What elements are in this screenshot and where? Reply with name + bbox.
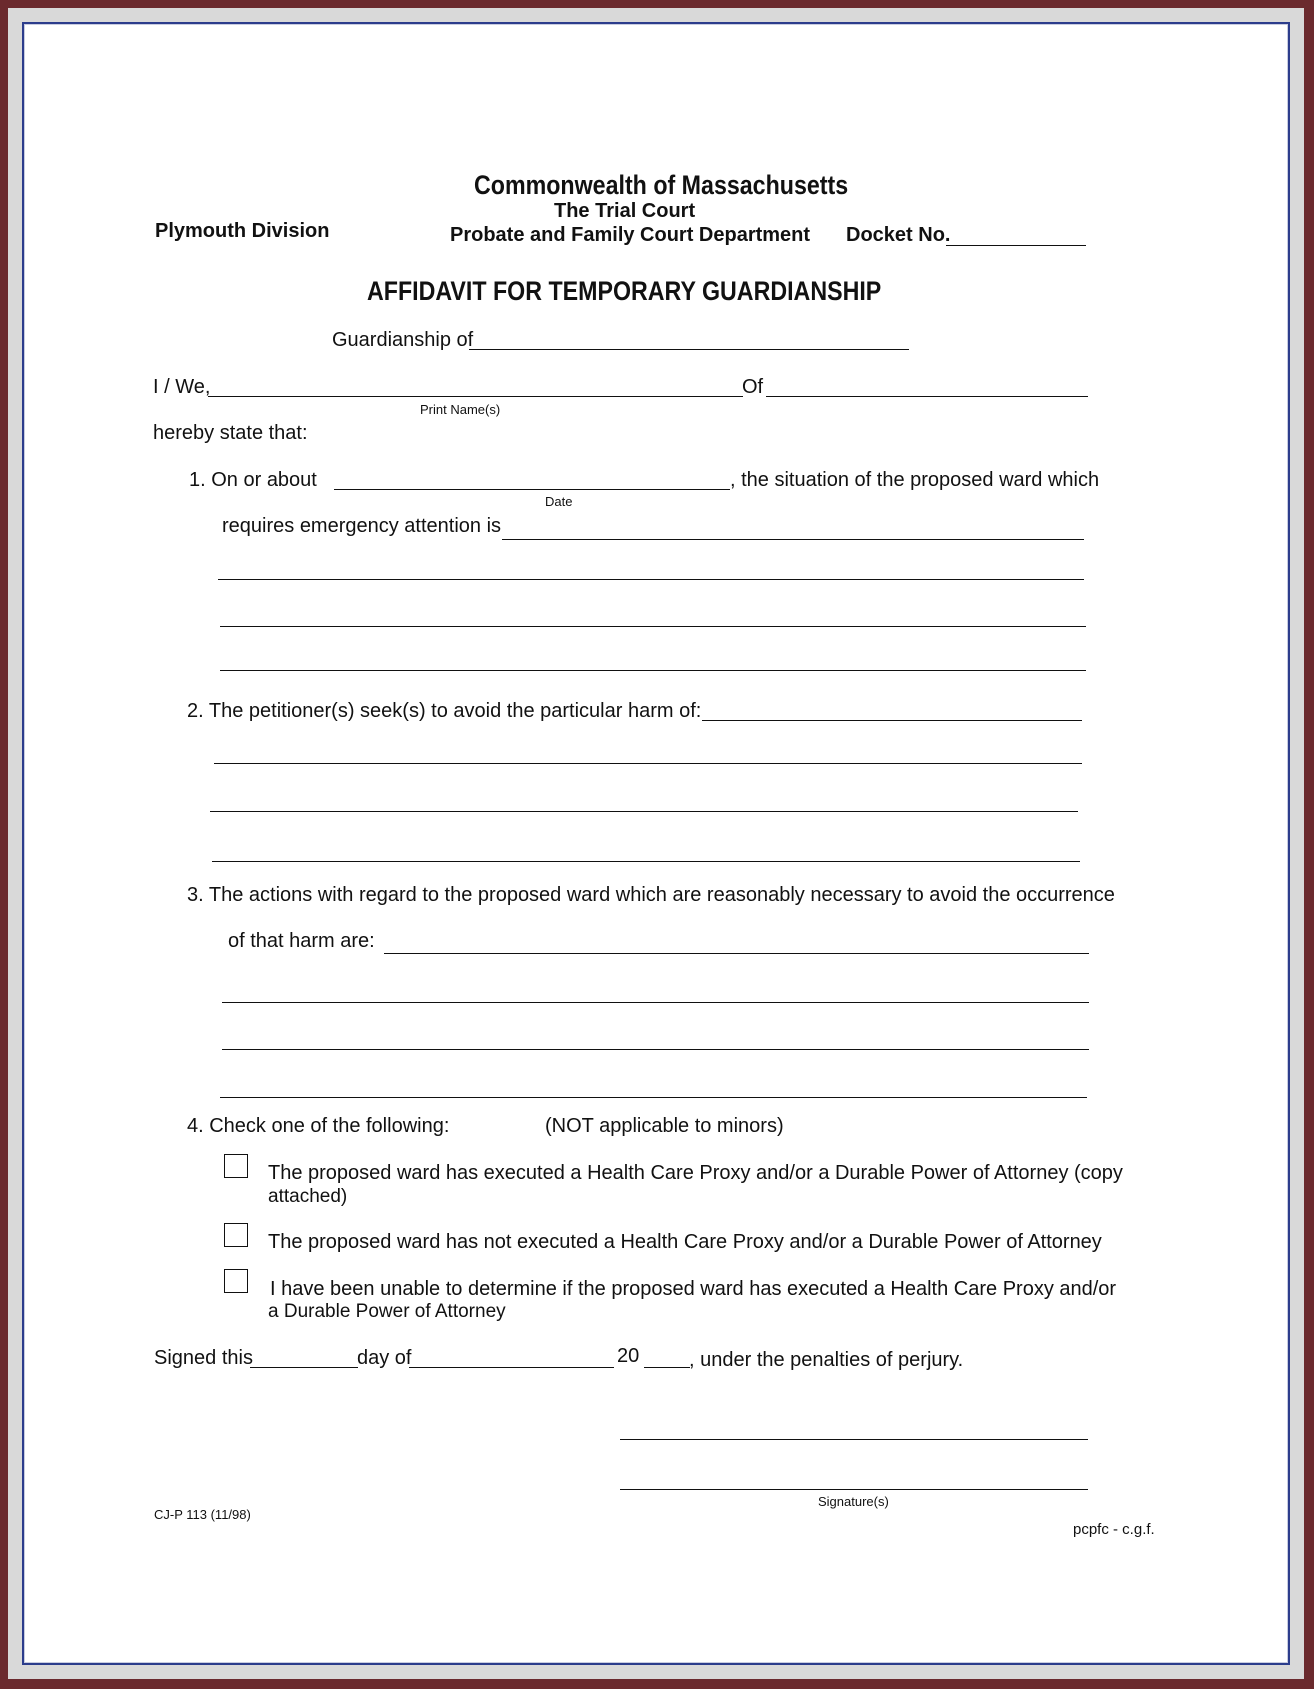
year-prefix: 20	[617, 1345, 640, 1367]
emergency-line-1[interactable]	[502, 539, 1084, 540]
document-page	[22, 22, 1290, 1665]
actions-line-1[interactable]	[384, 953, 1089, 954]
option1-checkbox[interactable]	[224, 1154, 248, 1178]
docket-number-line[interactable]	[946, 245, 1086, 246]
commonwealth-heading: Commonwealth of Massachusetts	[474, 170, 849, 200]
emergency-line-4[interactable]	[220, 670, 1086, 671]
item1-line2: requires emergency attention is	[222, 515, 502, 537]
hereby-statement: hereby state that:	[153, 422, 308, 444]
footer-code-right: pcpfc - c.g.f.	[1073, 1521, 1155, 1538]
item4-label: 4. Check one of the following:	[187, 1115, 450, 1137]
option2-line1: The proposed ward has not executed a Health Care Proxy and/or a Durable Power of Attorney	[268, 1231, 1102, 1253]
item4-note: (NOT applicable to minors)	[545, 1115, 784, 1137]
division-label: Plymouth Division	[155, 220, 330, 242]
date-caption: Date	[545, 494, 573, 509]
harm-line-4[interactable]	[212, 861, 1080, 862]
item1-suffix: , the situation of the proposed ward which	[730, 469, 1100, 491]
i-we-label: I / We,	[153, 376, 211, 398]
month-line[interactable]	[409, 1367, 614, 1368]
print-name-line[interactable]	[208, 396, 743, 397]
date-line[interactable]	[334, 489, 730, 490]
of-label: Of	[742, 376, 764, 398]
department-heading: Probate and Family Court Department	[450, 224, 811, 246]
item1-prefix: 1. On or about	[189, 469, 317, 491]
option1-line1: The proposed ward has executed a Health Care Proxy and/or a Durable Power of Attorney (copy	[268, 1162, 1123, 1184]
print-name-caption: Print Name(s)	[420, 402, 501, 417]
penalties-text: , under the penalties of perjury.	[689, 1349, 964, 1371]
address-line[interactable]	[766, 396, 1088, 397]
form-title: AFFIDAVIT FOR TEMPORARY GUARDIANSHIP	[367, 276, 882, 306]
docket-label: Docket No.	[846, 224, 951, 246]
harm-line-1[interactable]	[702, 720, 1082, 721]
form-code: CJ-P 113 (11/98)	[154, 1507, 251, 1522]
signature-line-2[interactable]	[620, 1489, 1088, 1490]
harm-line-3[interactable]	[210, 811, 1078, 812]
guardianship-name-line[interactable]	[469, 349, 909, 350]
actions-line-4[interactable]	[220, 1097, 1087, 1098]
option3-line1: I have been unable to determine if the proposed ward has executed a Health Care Proxy and/or	[270, 1278, 1117, 1300]
trial-court-heading: The Trial Court	[554, 200, 696, 222]
option3-line2: a Durable Power of Attorney	[268, 1301, 506, 1322]
day-of-label: day of	[357, 1347, 412, 1369]
option2-checkbox[interactable]	[224, 1223, 248, 1247]
guardianship-label: Guardianship of	[332, 329, 474, 351]
emergency-line-2[interactable]	[218, 579, 1084, 580]
option1-line2: attached)	[268, 1186, 348, 1207]
actions-line-2[interactable]	[222, 1002, 1089, 1003]
emergency-line-3[interactable]	[220, 626, 1086, 627]
signature-caption: Signature(s)	[818, 1494, 889, 1509]
year-line[interactable]	[644, 1367, 690, 1368]
item3-line2: of that harm are:	[228, 930, 375, 952]
item2-text: 2. The petitioner(s) seek(s) to avoid the particular harm of:	[187, 700, 702, 722]
actions-line-3[interactable]	[222, 1049, 1089, 1050]
signature-line-1[interactable]	[620, 1439, 1088, 1440]
outer-frame	[8, 8, 1304, 1679]
day-line[interactable]	[250, 1367, 358, 1368]
harm-line-2[interactable]	[214, 763, 1082, 764]
signed-this-label: Signed this	[154, 1347, 253, 1369]
item3-line1: 3. The actions with regard to the proposed ward which are reasonably necessary to avoid the occurrence	[187, 884, 1115, 906]
option3-checkbox[interactable]	[224, 1269, 248, 1293]
